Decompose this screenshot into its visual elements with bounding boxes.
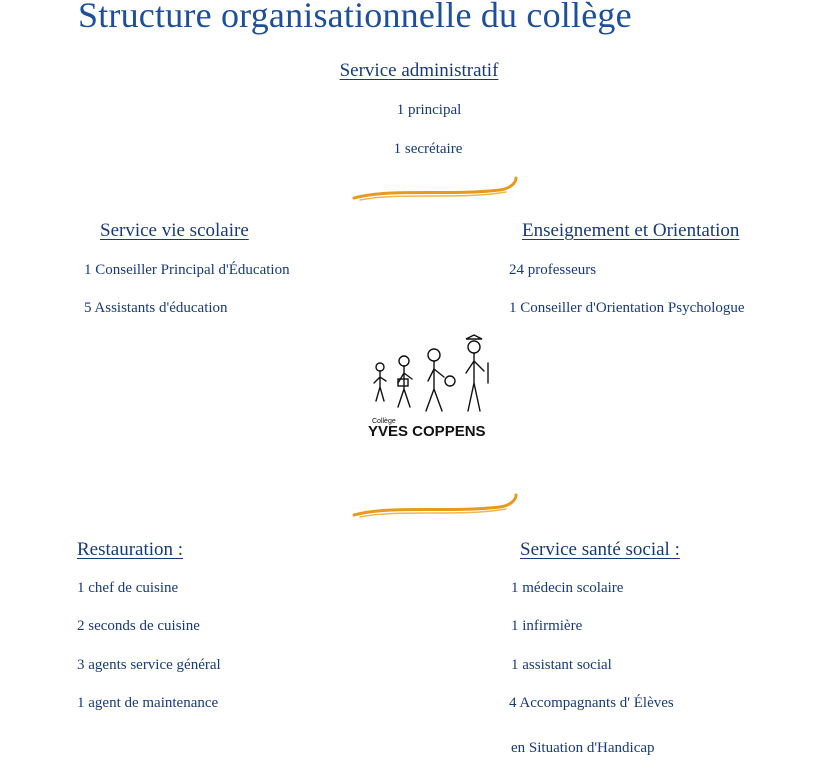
admin-item-principal: 1 principal [396, 102, 462, 118]
restauration-item-seconds: 2 seconds de cuisine [77, 618, 200, 634]
restauration-item-agents: 3 agents service général [77, 657, 221, 673]
sante-item-medecin: 1 médecin scolaire [511, 580, 624, 596]
logo-name-text: YVES COPPENS [368, 423, 486, 440]
admin-item-secretaire: 1 secrétaire [393, 141, 463, 157]
enseignement-heading: Enseignement et Orientation [522, 220, 740, 241]
restauration-item-chef: 1 chef de cuisine [77, 580, 179, 596]
sante-item-assistant: 1 assistant social [511, 657, 612, 673]
divider-swoosh-bottom [350, 493, 522, 521]
sante-item-aesh: 4 Accompagnants d' Élèves [509, 695, 674, 711]
vie-scolaire-item-assistants: 5 Assistants d'éducation [84, 300, 228, 316]
sante-item-aesh-cont: en Situation d'Handicap [511, 740, 655, 756]
vie-scolaire-heading: Service vie scolaire [100, 220, 249, 241]
college-logo [362, 333, 502, 443]
divider-swoosh-top [350, 176, 522, 204]
enseignement-item-professeurs: 24 professeurs [509, 262, 597, 278]
page-title: Structure organisationnelle du collège [78, 0, 632, 35]
sante-heading: Service santé social : [520, 539, 680, 560]
enseignement-item-cop: 1 Conseiller d'Orientation Psychologue [509, 300, 745, 316]
restauration-heading: Restauration : [77, 539, 184, 560]
sante-item-infirmiere: 1 infirmière [511, 618, 583, 634]
admin-heading: Service administratif [339, 60, 499, 81]
vie-scolaire-item-cpe: 1 Conseiller Principal d'Éducation [84, 262, 290, 278]
logo-small-text: Collège [372, 418, 396, 425]
restauration-item-maintenance: 1 agent de maintenance [77, 695, 219, 711]
